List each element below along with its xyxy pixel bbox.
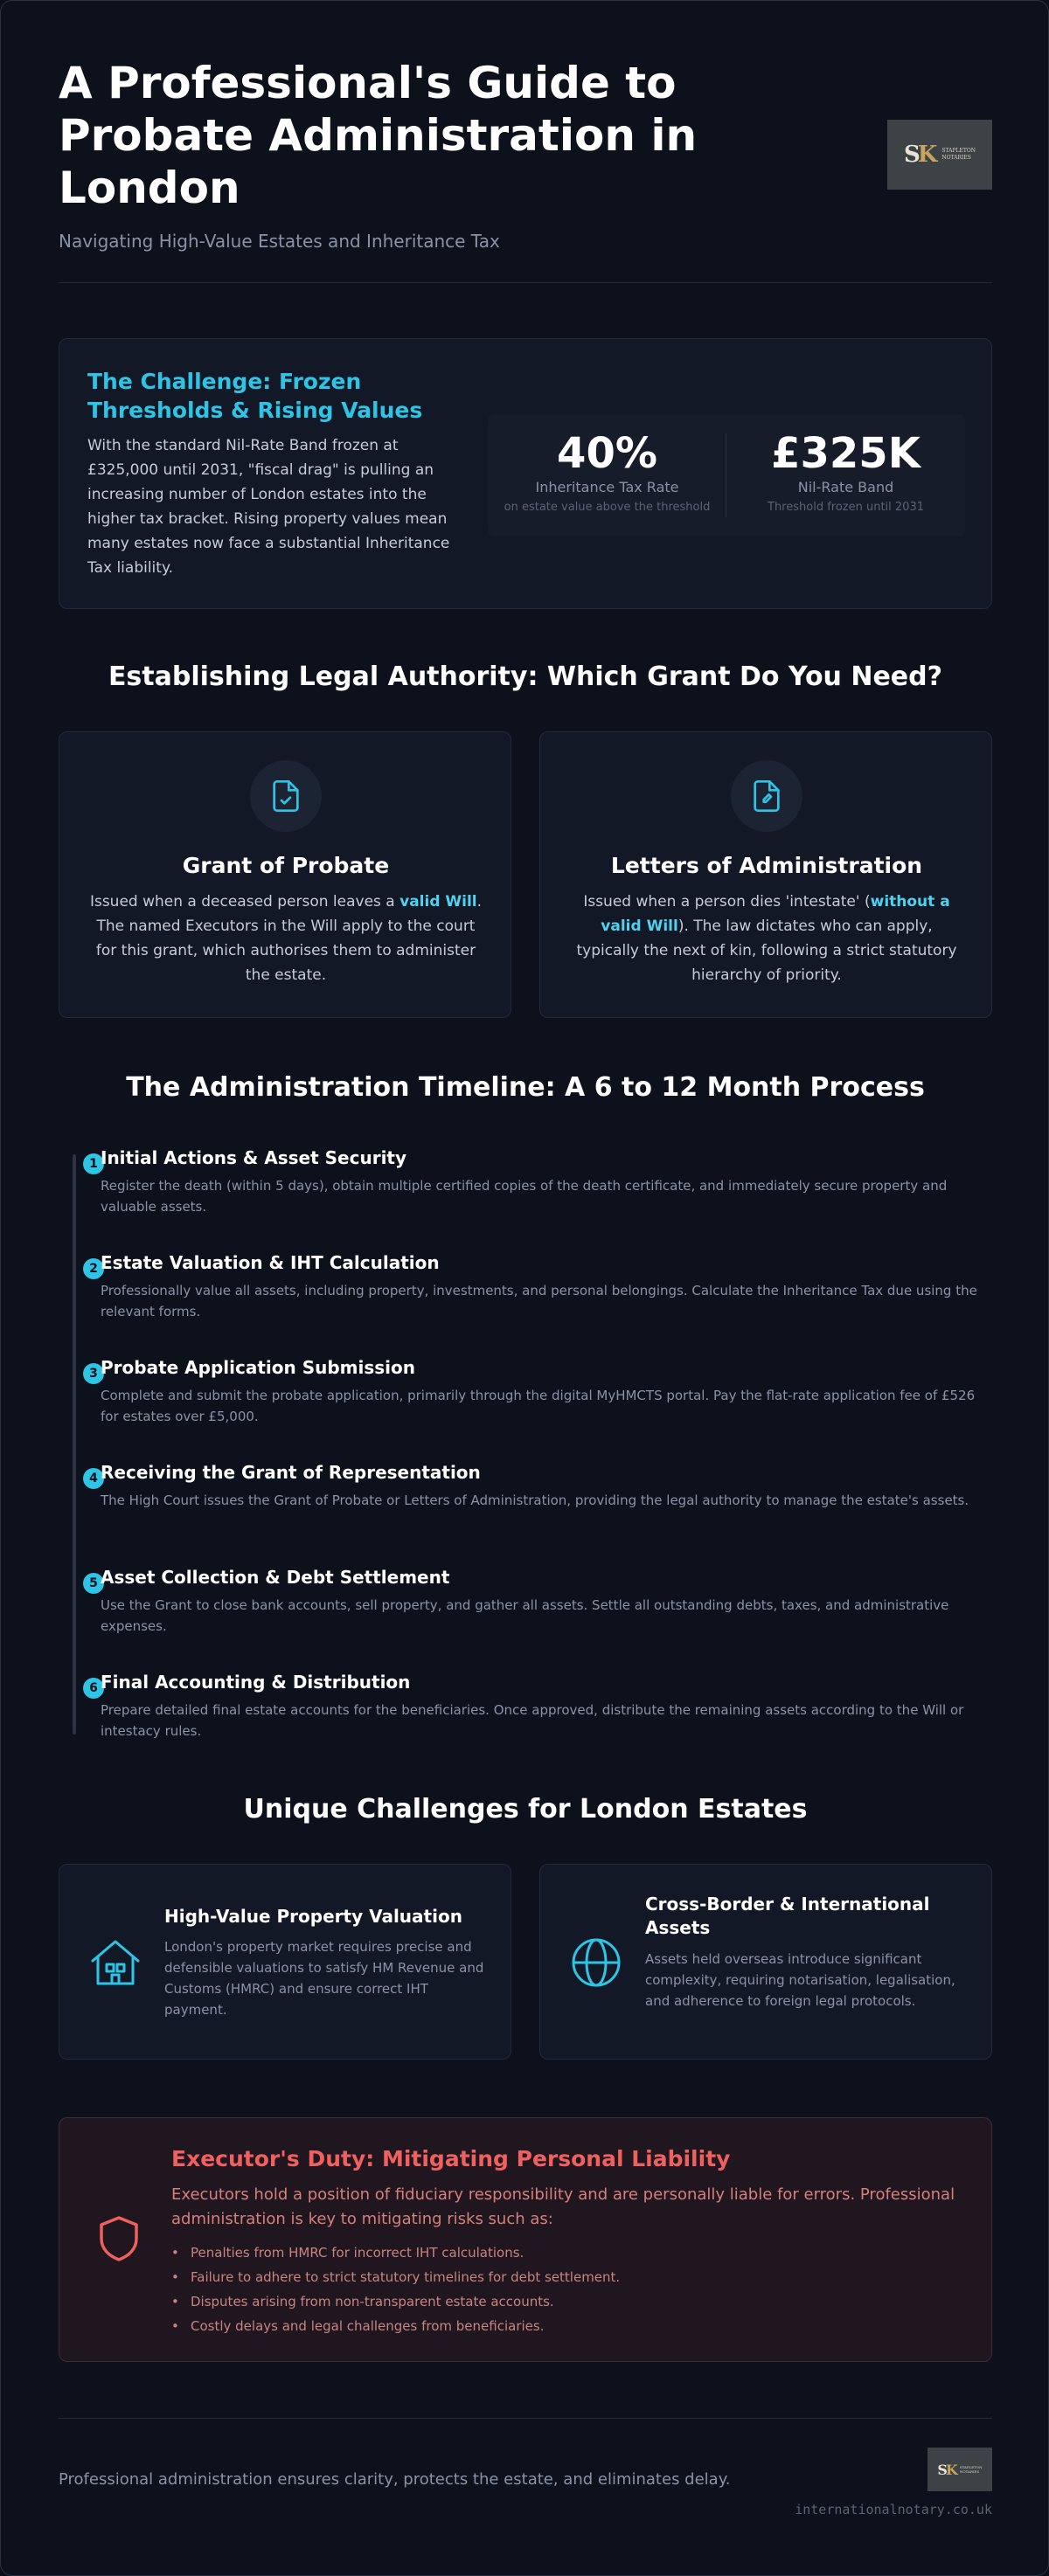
duty-title: Executor's Duty: Mitigating Personal Liability: [171, 2146, 731, 2171]
property-valuation-card: [59, 1864, 511, 2060]
logo-word-1: STAPLETON: [941, 148, 976, 154]
stats-panel: [488, 414, 965, 537]
risk-item: • Penalties from HMRC for incorrect IHT calculations.: [171, 2240, 958, 2265]
globe-icon: [568, 1935, 624, 1991]
grant-description: [570, 890, 963, 987]
step-title: Asset Collection & Debt Settlement: [101, 1567, 450, 1588]
step-title: Final Accounting & Distribution: [101, 1672, 411, 1693]
grant-text-post: . The named Executors in the Will apply to the court for this grant, which authorises them to administer the estate.: [95, 893, 483, 984]
stat-sublabel: on estate value above the threshold: [504, 501, 711, 514]
executor-duty-card: [59, 2117, 992, 2362]
stat-label: Inheritance Tax Rate: [535, 479, 679, 495]
grant-text-highlight: without a valid Will: [601, 893, 950, 935]
header: [59, 57, 992, 284]
step-text: Professionally value all assets, including property, investments, and personal belongings. Calculate the Inheritance Tax due using the relevant forms.: [101, 1283, 977, 1319]
risk-item: • Disputes arising from non-transparent estate accounts.: [171, 2289, 958, 2314]
step-text: Register the death (within 5 days), obtain multiple certified copies of the death certificate, and immediately secure property and valuable assets.: [101, 1178, 948, 1215]
footer-tagline: Professional administration ensures clarity, protects the estate, and eliminates delay.: [59, 2470, 731, 2489]
document-pen-icon: [731, 760, 802, 832]
step-title: Probate Application Submission: [101, 1357, 415, 1378]
grant-of-probate-card: [59, 731, 511, 1018]
step-title: Initial Actions & Asset Security: [101, 1147, 407, 1168]
grants-section-title: Establishing Legal Authority: Which Grant Do You Need?: [108, 661, 943, 692]
risk-item: • Failure to adhere to strict statutory timelines for debt settlement.: [171, 2265, 958, 2289]
step-text: Prepare detailed final estate accounts for the beneficiaries. Once approved, distribute the remaining assets according to the Will or intestacy rules.: [101, 1702, 964, 1739]
step-number-badge: 1: [83, 1153, 104, 1174]
challenge-card-title: High-Value Property Valuation: [164, 1906, 462, 1927]
shield-icon: [91, 2211, 147, 2267]
step-text: Use the Grant to close bank accounts, sell property, and gather all assets. Settle all outstanding debts, taxes, and administrative expenses.: [101, 1597, 949, 1634]
logo-wordmark: [941, 148, 976, 162]
divider: [59, 282, 992, 283]
step-title: Receiving the Grant of Representation: [101, 1462, 481, 1483]
grant-text-pre: Issued when a deceased person leaves a: [89, 893, 400, 911]
step-title: Estate Valuation & IHT Calculation: [101, 1252, 440, 1273]
challenge-card: [59, 338, 992, 609]
step-number-badge: 4: [83, 1468, 104, 1489]
step-number-badge: 3: [83, 1363, 104, 1384]
challenge-card-text: London's property market requires precise and defensible valuations to satisfy HM Revenue and Customs (HMRC) and ensure correct IHT payment.: [164, 1939, 484, 2018]
grant-title: Grant of Probate: [182, 853, 390, 878]
step-number-badge: 6: [83, 1678, 104, 1699]
page-subtitle: Navigating High-Value Estates and Inheritance Tax: [59, 231, 500, 252]
footer-logo-wordmark: [960, 2465, 983, 2474]
footer-logo-word-1: STAPLETON: [959, 2465, 983, 2469]
footer-logo-mark: SK: [937, 2461, 956, 2478]
document-check-icon: [250, 760, 322, 832]
challenge-title: The Challenge: Frozen Thresholds & Rising Values: [87, 369, 423, 423]
challenge-text: With the standard Nil-Rate Band frozen at £325,000 until 2031, "fiscal drag" is pulling an increasing number of London estates into the higher tax bracket. Rising property values mean many estates now face a substantial Inheritance Tax liability.: [87, 437, 450, 577]
page-title: A Professional's Guide to Probate Administration in London: [59, 58, 698, 213]
brand-logo[interactable]: [887, 120, 992, 190]
stat-value: £325K: [771, 429, 920, 478]
grant-title: Letters of Administration: [610, 853, 923, 878]
unique-section-title: Unique Challenges for London Estates: [243, 1794, 808, 1825]
challenge-card-text: Assets held overseas introduce significant complexity, requiring notarisation, legalisation, and adherence to foreign legal protocols.: [645, 1951, 955, 2009]
grant-text-highlight: valid Will: [399, 893, 477, 911]
house-icon: [87, 1935, 143, 1991]
timeline-section-title: The Administration Timeline: A 6 to 12 Month Process: [126, 1072, 925, 1103]
risk-list: [171, 2240, 958, 2338]
stat-label: Nil-Rate Band: [797, 479, 894, 495]
timeline-line: [73, 1154, 76, 1735]
footer-divider: [59, 2418, 992, 2419]
stat-value: 40%: [557, 429, 657, 478]
stat-sublabel: Threshold frozen until 2031: [768, 501, 924, 514]
stat-tax-rate: [488, 414, 726, 537]
duty-intro: Executors hold a position of fiduciary responsibility and are personally liable for errors. Professional administration is key to mitigating risks such as:: [171, 2185, 955, 2228]
footer-logo[interactable]: [927, 2448, 992, 2491]
grant-description: [89, 890, 483, 987]
step-number-badge: 2: [83, 1258, 104, 1279]
logo-mark: SK: [903, 142, 935, 168]
grant-text-pre: Issued when a person dies 'intestate' (: [583, 893, 871, 911]
website-link[interactable]: internationalnotary.co.uk: [795, 2502, 992, 2517]
step-text: Complete and submit the probate application, primarily through the digital MyHMCTS portal. Pay the flat-rate application fee of £526 for estates over £5,000.: [101, 1388, 976, 1424]
stat-nil-rate-band: [726, 414, 965, 537]
risk-item: • Costly delays and legal challenges from beneficiaries.: [171, 2314, 958, 2338]
international-assets-card: [539, 1864, 992, 2060]
grant-text-post: ). The law dictates who can apply, typically the next of kin, following a strict statutory hierarchy of priority.: [576, 918, 957, 984]
letters-of-administration-card: [539, 731, 992, 1018]
logo-word-2: NOTARIES: [941, 155, 971, 161]
step-text: The High Court issues the Grant of Probate or Letters of Administration, providing the legal authority to manage the estate's assets.: [101, 1492, 969, 1508]
challenge-card-title: Cross-Border & International Assets: [645, 1894, 930, 1938]
step-number-badge: 5: [83, 1573, 104, 1594]
footer-logo-word-2: NOTARIES: [959, 2469, 980, 2474]
